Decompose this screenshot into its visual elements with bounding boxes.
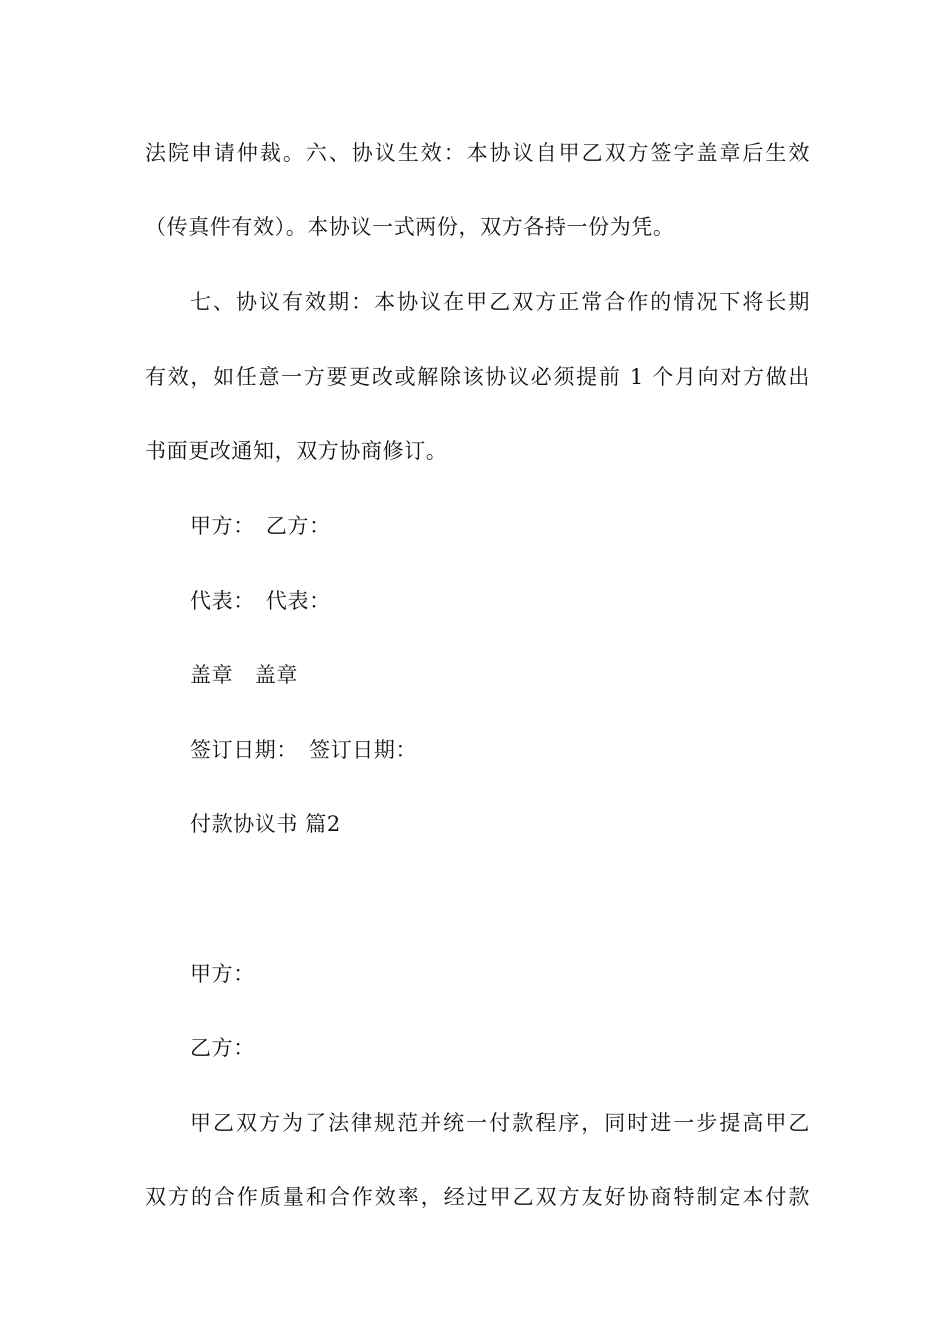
signature-party-line: 甲方： 乙方：	[190, 514, 331, 538]
paragraph-line: 双方的合作质量和合作效率，经过甲乙双方友好协商特制定本付款	[145, 1185, 810, 1209]
signature-seal-line: 盖章 盖章	[190, 663, 298, 687]
signature-date-line: 签订日期： 签订日期：	[190, 738, 418, 762]
signature-representative-line: 代表： 代表：	[190, 589, 331, 613]
paragraph-line: 有效，如任意一方要更改或解除该协议必须提前 1 个月向对方做出	[145, 365, 810, 389]
party-b-line: 乙方：	[190, 1036, 255, 1060]
paragraph-line: 书面更改通知，双方协商修订。	[145, 439, 448, 463]
paragraph-line: 法院申请仲裁。六、协议生效：本协议自甲乙双方签字盖章后生效	[145, 141, 810, 165]
paragraph-line: 七、协议有效期：本协议在甲乙双方正常合作的情况下将长期	[190, 290, 810, 314]
paragraph-line: 甲乙双方为了法律规范并统一付款程序，同时进一步提高甲乙	[190, 1111, 810, 1135]
section-title: 付款协议书 篇2	[190, 812, 341, 836]
party-a-line: 甲方：	[190, 962, 255, 986]
paragraph-line: （传真件有效）。本协议一式两份，双方各持一份为凭。	[145, 215, 675, 239]
